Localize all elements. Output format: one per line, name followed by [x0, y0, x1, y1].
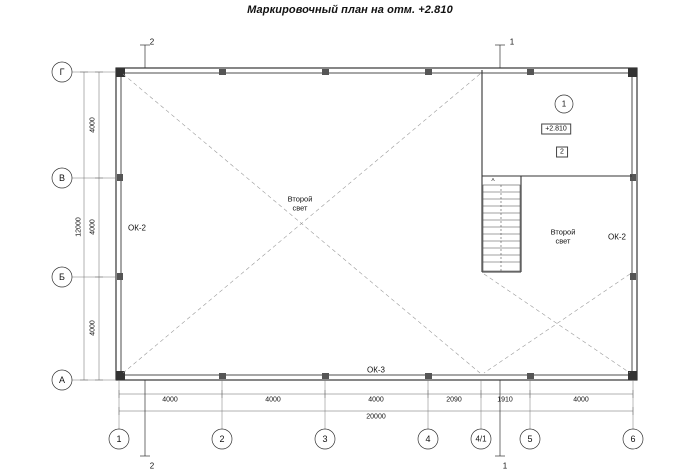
dim-h-5: 1910: [497, 396, 513, 404]
columns: [116, 68, 637, 380]
window-mark-ok3-bottom: ОК-3: [367, 365, 385, 375]
node-number-bubble-label: 1: [561, 99, 567, 109]
building-outer-walls: [116, 68, 637, 380]
axis-col-4-1: 4/1: [475, 434, 487, 444]
dim-h-total: 20000: [366, 413, 386, 421]
section-mark-top-2: 2: [149, 37, 155, 47]
dim-v-2: 4000: [89, 219, 97, 235]
room-number: 2: [556, 147, 568, 158]
axis-col-5: 5: [527, 434, 533, 444]
level-mark: +2.810: [541, 124, 571, 135]
stair-run: [483, 185, 520, 271]
section-mark-leaders: [140, 45, 505, 456]
axis-bubbles: [52, 62, 643, 449]
axis-col-1: 1: [116, 434, 122, 444]
dim-h-6: 4000: [573, 396, 589, 404]
axis-row-b: Б: [59, 272, 65, 282]
axis-row-v: В: [58, 173, 66, 183]
dim-h-3: 4000: [368, 396, 384, 404]
dim-v-3: 4000: [89, 320, 97, 336]
dim-v-1: 4000: [89, 117, 97, 133]
dim-v-total: 12000: [75, 217, 83, 237]
dim-h-4: 2090: [446, 396, 462, 404]
dim-h-1: 4000: [162, 396, 178, 404]
drawing-title: Маркировочный план на отм. +2.810: [247, 4, 453, 16]
window-mark-ok2-left: ОК-2: [128, 223, 146, 233]
double-height-left-label: Второй свет: [287, 194, 313, 212]
axis-row-a: А: [58, 375, 66, 385]
dim-h-2: 4000: [265, 396, 281, 404]
section-mark-bottom-1: 1: [502, 461, 508, 471]
axis-col-2: 2: [219, 434, 225, 444]
section-mark-bottom-2: 2: [149, 461, 155, 471]
wall-piers: [117, 69, 636, 379]
axis-col-6: 6: [630, 434, 636, 444]
double-height-right-label: Второй свет: [550, 227, 576, 245]
axis-row-g: Г: [59, 67, 65, 77]
section-mark-top-1: 1: [509, 37, 515, 47]
axis-col-3: 3: [322, 434, 328, 444]
stair-direction-arrow: ^: [491, 178, 495, 186]
double-height-voids: [123, 74, 630, 373]
axis-col-4: 4: [425, 434, 431, 444]
window-mark-ok2-right: ОК-2: [608, 232, 626, 242]
